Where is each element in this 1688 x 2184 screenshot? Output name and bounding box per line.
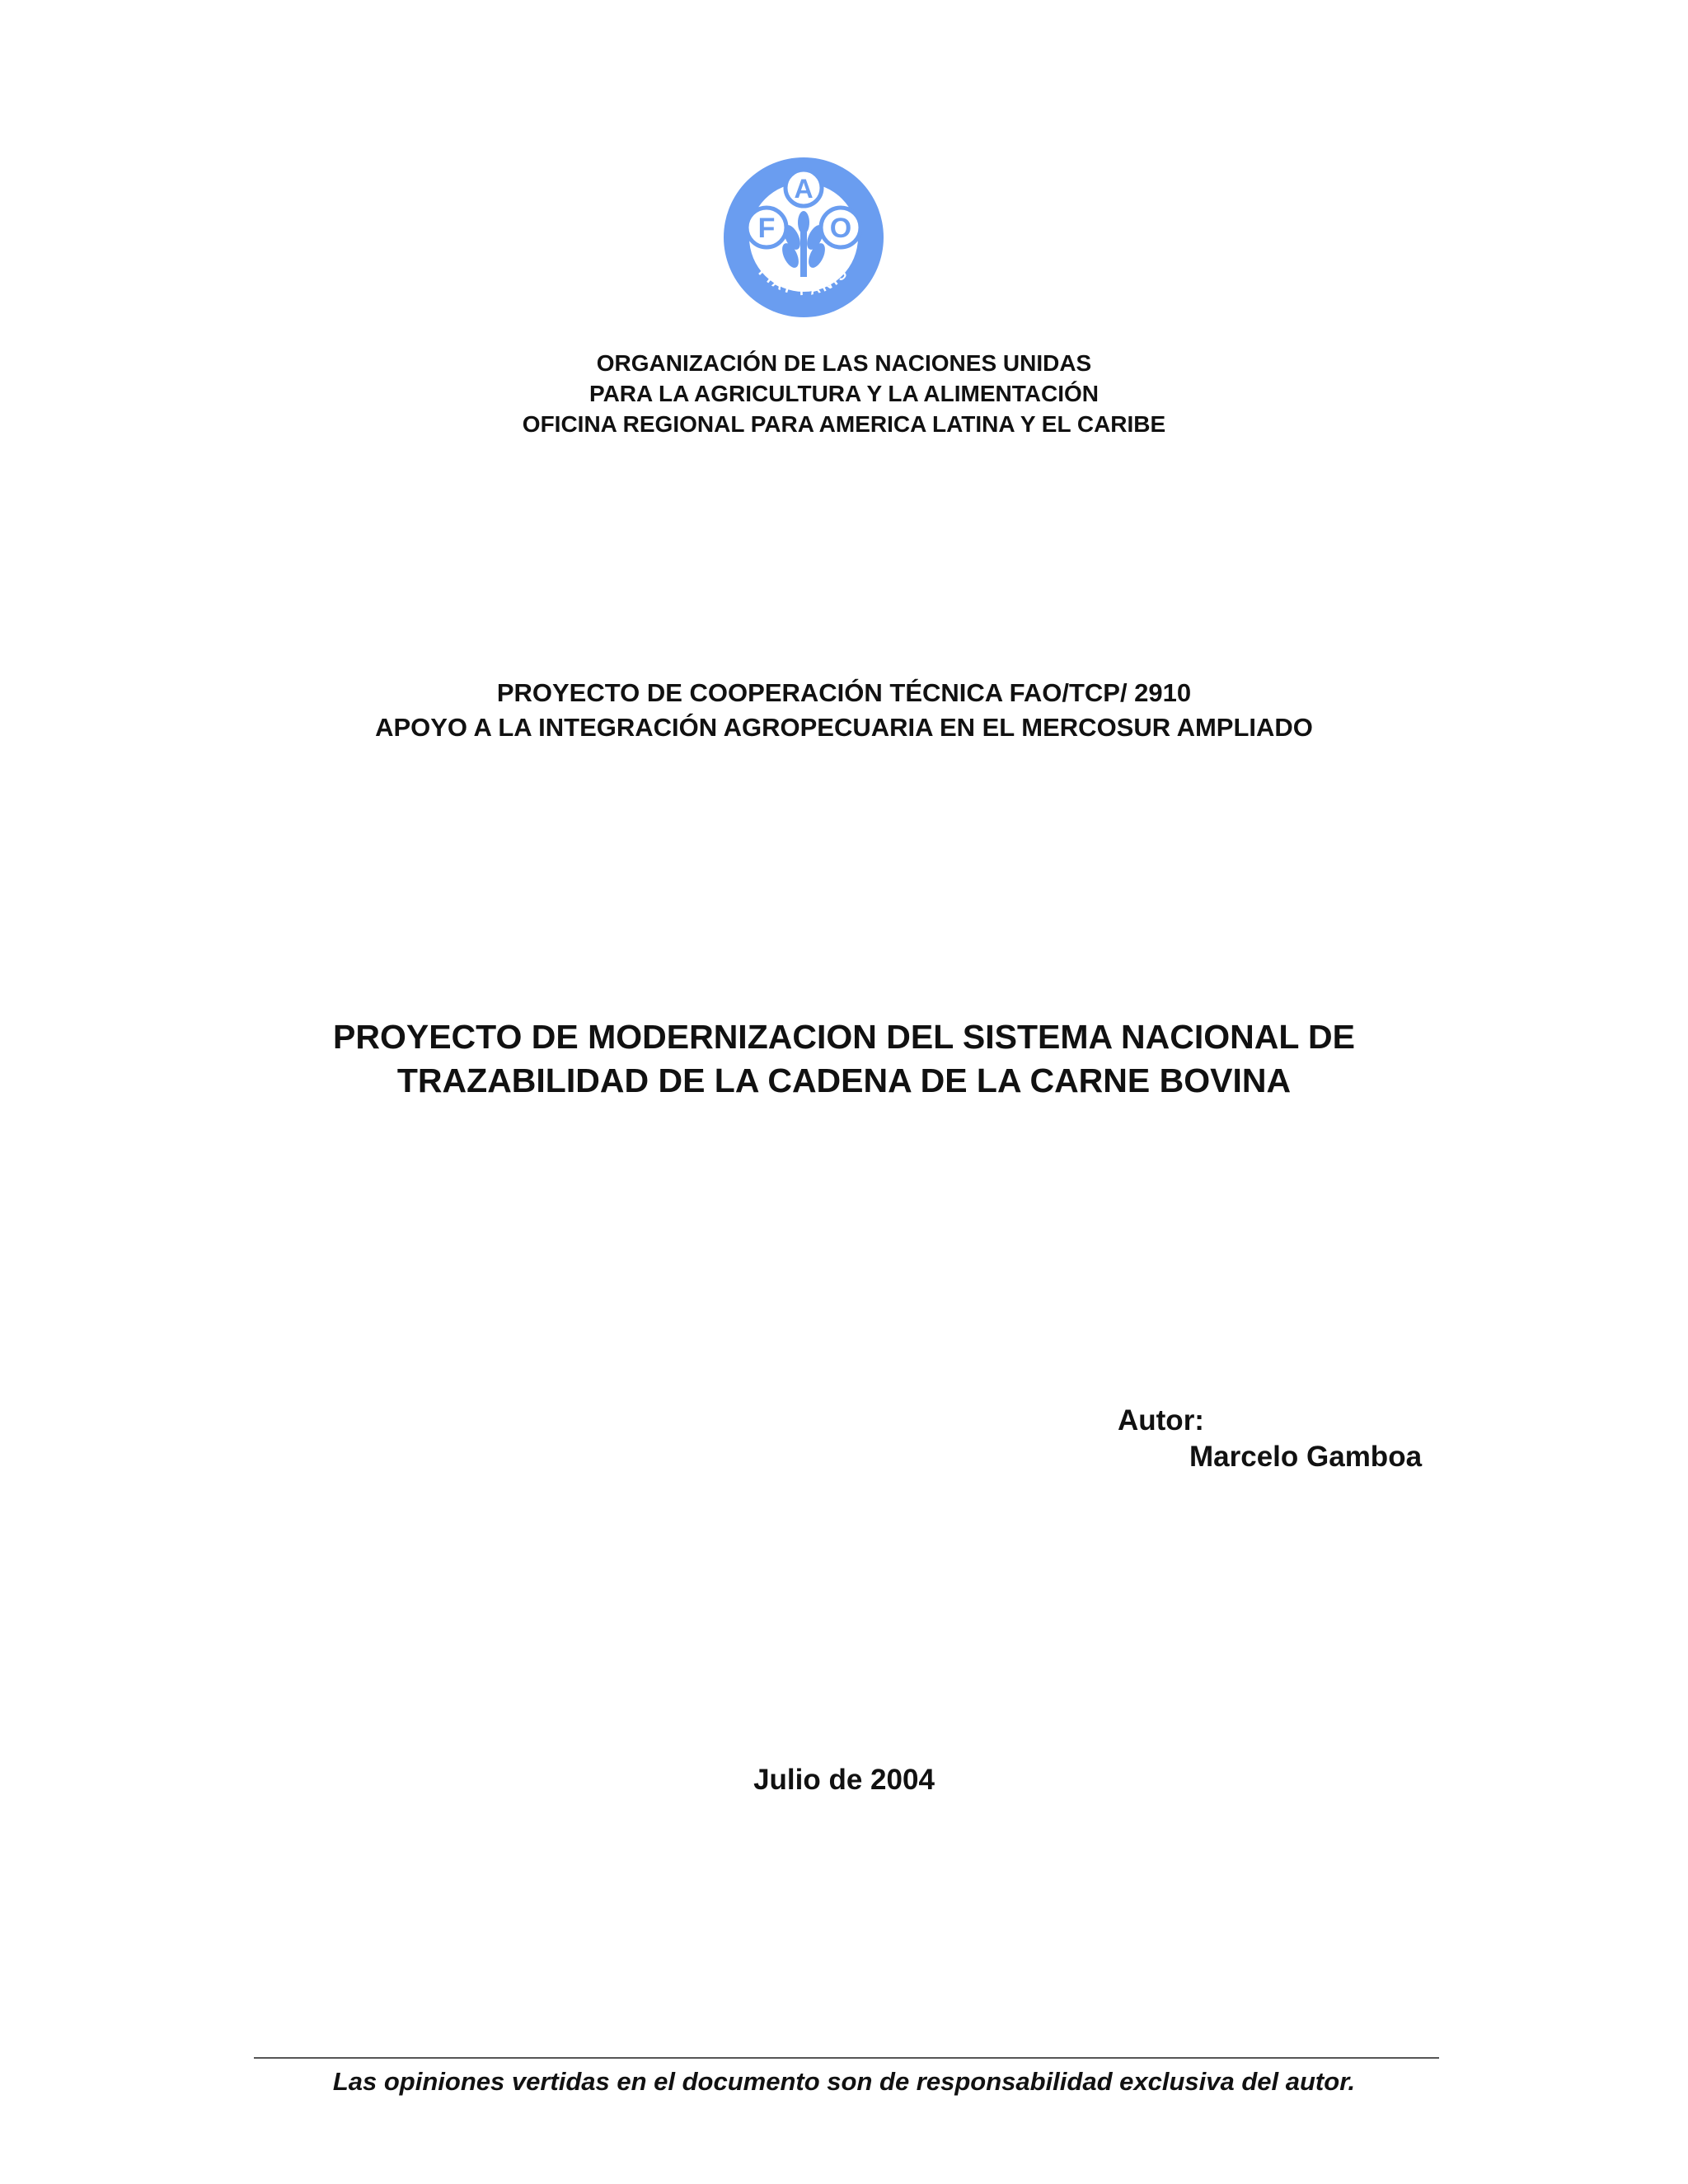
svg-text:A: A (794, 174, 814, 204)
author-name: Marcelo Gamboa (1189, 1441, 1423, 1473)
project-line: PROYECTO DE COOPERACIÓN TÉCNICA FAO/TCP/ 2910 (496, 678, 1192, 707)
organization-header (0, 348, 1688, 439)
svg-text:FIAT PANIS: FIAT PANIS (755, 264, 852, 299)
svg-text:O: O (829, 213, 852, 244)
title-line: TRAZABILIDAD DE LA CADENA DE LA CARNE BOVINA (396, 1062, 1292, 1099)
title-line: PROYECTO DE MODERNIZACION DEL SISTEMA NACIONAL DE (333, 1018, 1355, 1056)
svg-text:F: F (757, 213, 776, 244)
organization-line: PARA LA AGRICULTURA Y LA ALIMENTACIÓN (588, 381, 1100, 406)
project-header (0, 676, 1688, 745)
document-title (0, 1015, 1688, 1103)
document-date: Julio de 2004 (753, 1764, 935, 1796)
footer-divider (254, 2057, 1439, 2059)
author-label: Autor: (1118, 1404, 1204, 1436)
fao-emblem-icon (721, 155, 886, 320)
organization-line: ORGANIZACIÓN DE LAS NACIONES UNIDAS (596, 350, 1092, 376)
project-line: APOYO A LA INTEGRACIÓN AGROPECUARIA EN EL MERCOSUR AMPLIADO (375, 713, 1313, 742)
disclaimer-text: Las opiniones vertidas en el documento son de responsabilidad exclusiva del autor. (332, 2067, 1356, 2096)
organization-line: OFICINA REGIONAL PARA AMERICA LATINA Y EL CARIBE (522, 411, 1166, 437)
